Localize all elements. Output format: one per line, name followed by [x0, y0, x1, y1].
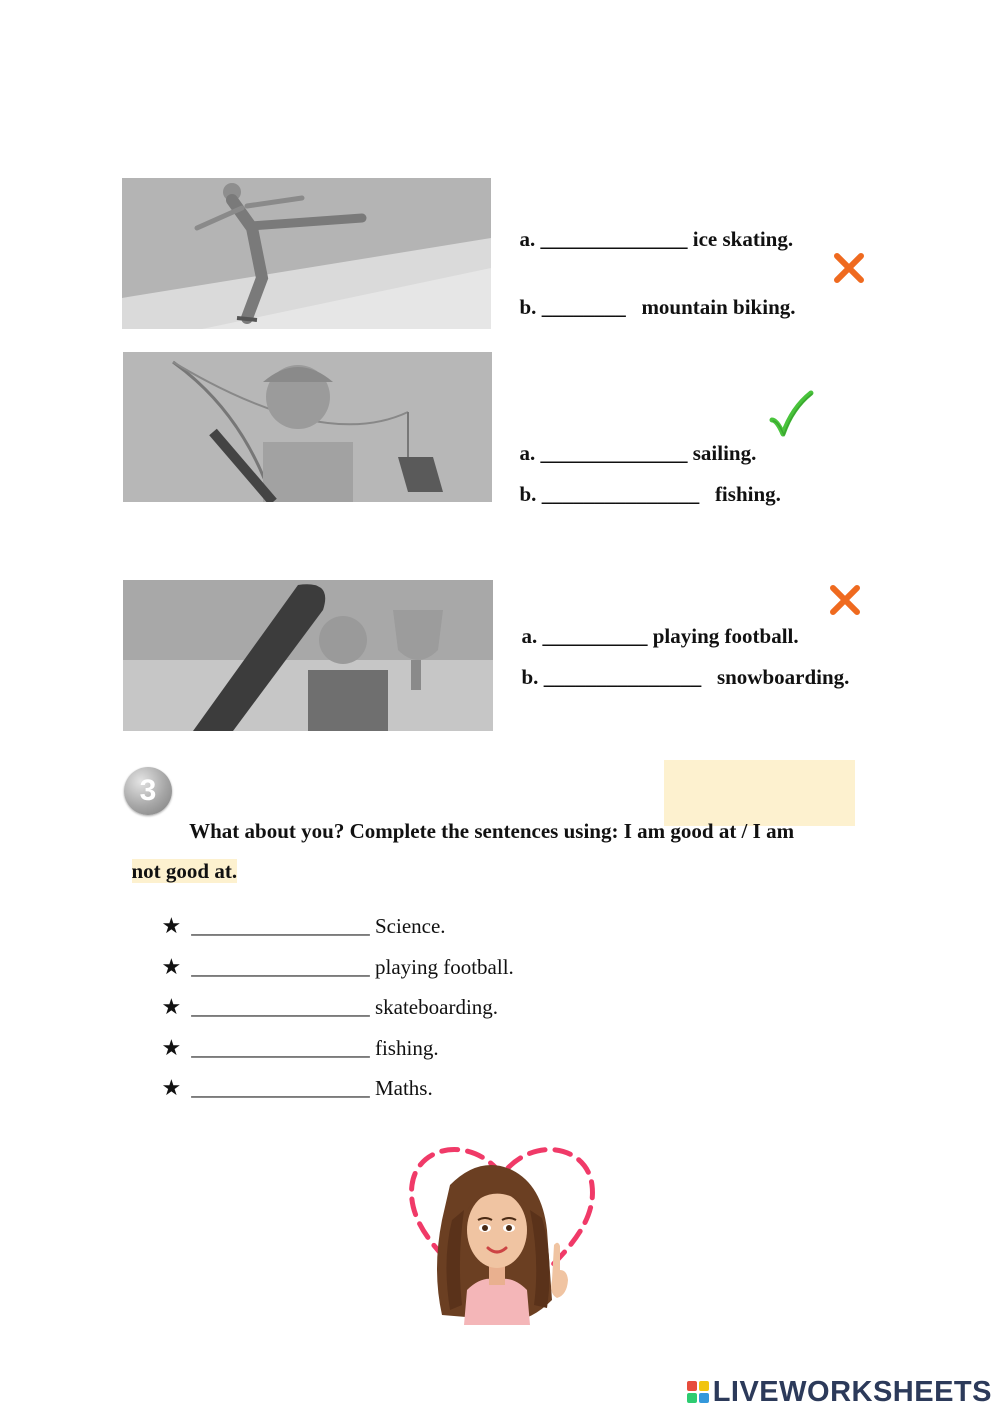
sentence-row: ★ _________________ fishing.	[161, 1036, 439, 1061]
logo-mark-icon	[687, 1381, 709, 1403]
logo-block	[687, 1393, 697, 1403]
answer-blank[interactable]: _________________	[191, 995, 370, 1019]
answer-blank[interactable]: ______________	[540, 441, 688, 465]
liveworksheets-logo	[687, 1372, 992, 1412]
highlight-text: not good at.	[131, 859, 238, 883]
answer-blank[interactable]: _______________	[543, 665, 702, 689]
logo-block	[699, 1393, 709, 1403]
sentence-row: ★ _________________ Science.	[161, 914, 446, 939]
sentence-row: ★ _________________ Maths.	[161, 1076, 433, 1101]
cross-icon	[832, 251, 866, 285]
star-icon: ★	[161, 1036, 182, 1061]
question-line-2	[121, 834, 237, 884]
row1-option-b: b. ________ mountain biking.	[519, 295, 796, 319]
logo-block	[699, 1381, 709, 1391]
fishing-image	[123, 352, 492, 502]
logo-text: LIVEWORKSHEETS	[712, 1375, 992, 1408]
star-icon: ★	[161, 955, 182, 980]
ice-skating-image	[122, 178, 491, 329]
row2-option-a: a. ______________ sailing.	[519, 441, 757, 465]
row3-option-b: b. _______________ snowboarding.	[521, 665, 850, 689]
question-line-1: What about you? Complete the sentences using: I am good at / I am	[189, 819, 795, 843]
star-icon: ★	[161, 1076, 182, 1101]
sentence-row: ★ _________________ skateboarding.	[161, 995, 499, 1020]
logo-block	[687, 1381, 697, 1391]
highlight-text: I am good at / I am	[623, 819, 795, 843]
answer-blank[interactable]: _________________	[191, 955, 370, 979]
answer-blank[interactable]: _________________	[191, 1036, 370, 1060]
check-icon	[768, 390, 814, 440]
star-icon: ★	[161, 914, 182, 939]
row1-option-a: a. ______________ ice skating.	[519, 227, 794, 251]
star-icon: ★	[161, 995, 182, 1020]
snowboarding-image	[123, 580, 493, 731]
answer-blank[interactable]: __________	[542, 624, 648, 648]
row3-option-a: a. __________ playing football.	[521, 624, 799, 648]
answer-blank[interactable]: ______________	[540, 227, 688, 251]
answer-blank[interactable]: ________	[541, 295, 626, 319]
cross-icon	[828, 584, 862, 616]
answer-blank[interactable]: _______________	[541, 482, 700, 506]
answer-blank[interactable]: _________________	[191, 1076, 370, 1100]
heart-avatar-illustration	[402, 1130, 602, 1330]
sentence-row: ★ _________________ playing football.	[161, 955, 514, 980]
section-number-badge: 3	[124, 767, 172, 815]
answer-blank[interactable]: _________________	[191, 914, 370, 938]
row2-option-b: b. _______________ fishing.	[519, 482, 781, 506]
